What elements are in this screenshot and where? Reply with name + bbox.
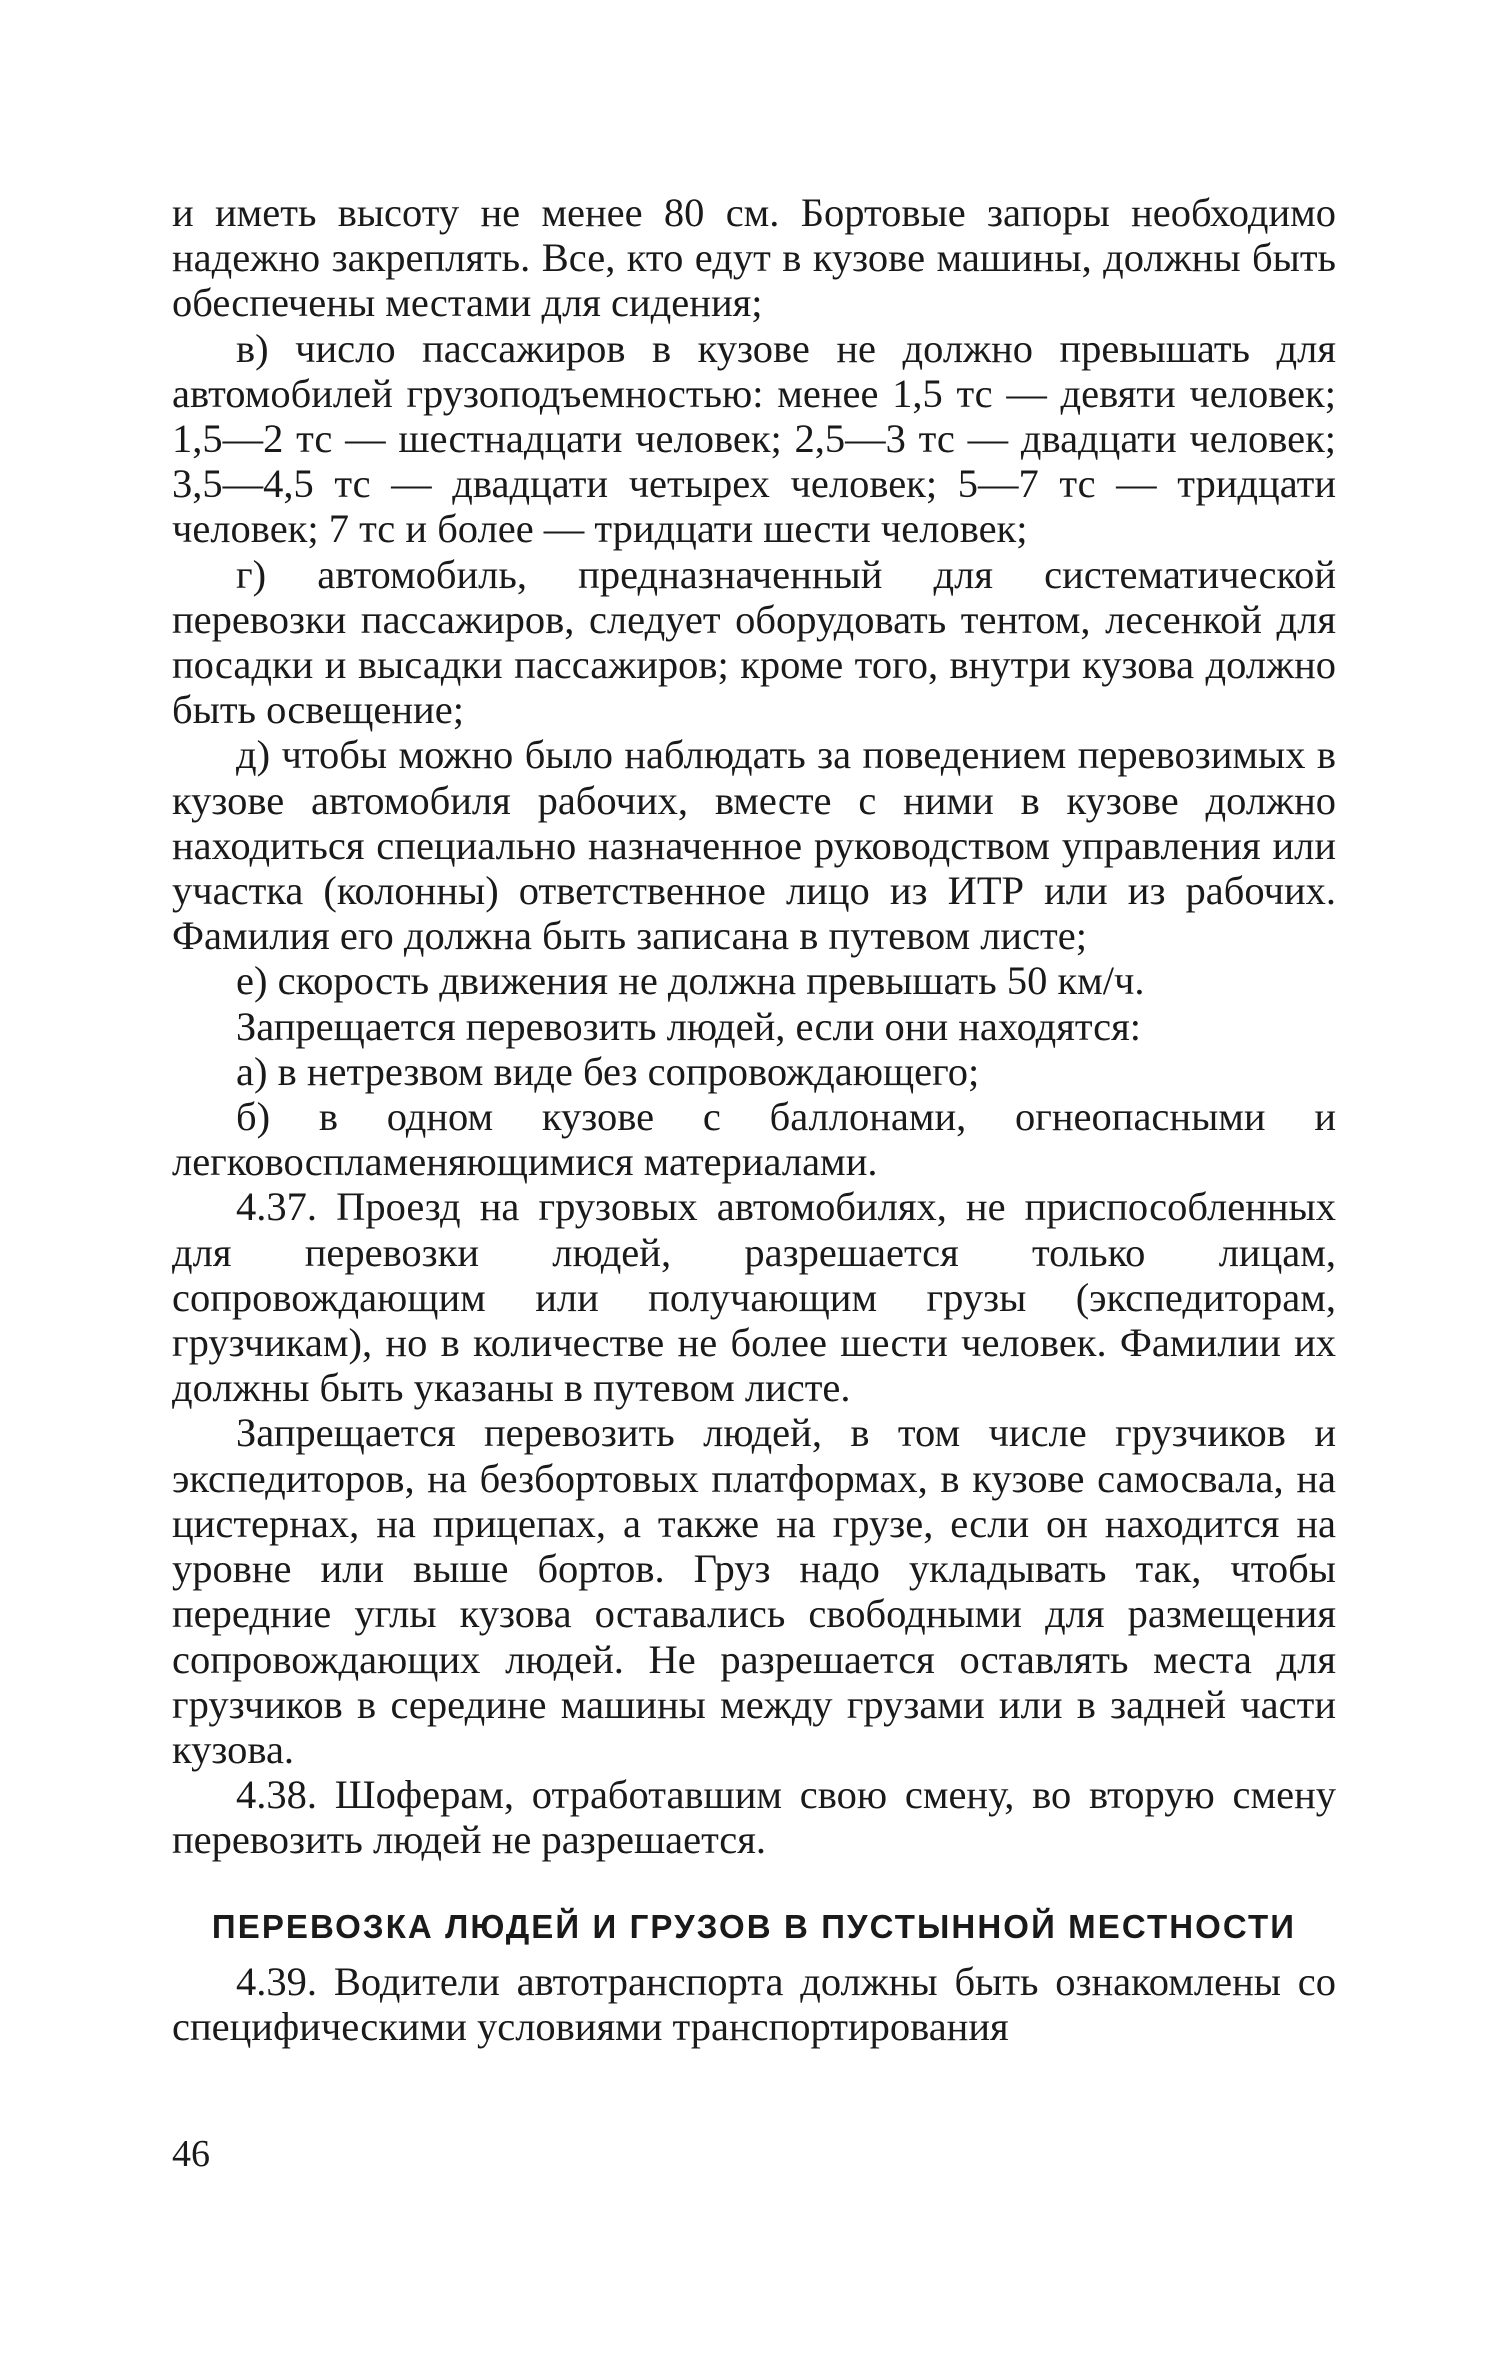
paragraph-platform-rules: Запрещается перевозить людей, в том числе грузчиков и экспедиторов, на безбортовых платформах, в кузове самосвала, на цистернах, на прицепах, а также на грузе, если он находится на уровне или выше бортов. Груз надо укладывать так, чтобы передние углы кузова оставались свободными для размещения сопровождающих людей. Не разрешается оставлять места для грузчиков в середине машины между грузами или в задней части кузова. — [172, 1410, 1336, 1772]
section-heading: ПЕРЕВОЗКА ЛЮДЕЙ И ГРУЗОВ В ПУСТЫННОЙ МЕСТНОСТИ — [211, 1907, 1297, 1945]
paragraph-1: и иметь высоту не менее 80 см. Бортовые запоры необходимо надежно закреплять. Все, кто едут в кузове машины, должны быть обеспечены местами для сидения; — [172, 190, 1336, 326]
paragraph-4-38: 4.38. Шоферам, отработавшим свою смену, во вторую смену перевозить людей не разрешается. — [172, 1772, 1336, 1863]
document-page — [172, 190, 1336, 2049]
paragraph-4-37: 4.37. Проезд на грузовых автомобилях, не приспособленных для перевозки людей, разрешается только лицам, сопровождающим или получающим грузы (экспедиторам, грузчикам), но в количестве не более шести человек. Фамилии их должны быть указаны в путевом листе. — [172, 1184, 1336, 1411]
paragraph-supervision: д) чтобы можно было наблюдать за поведением перевозимых в кузове автомобиля рабочих, вместе с ними в кузове должно находиться специально назначенное руководством управления или участка (колонны) ответственное лицо из ИТР или из рабочих. Фамилия его должна быть записана в путевом листе; — [172, 732, 1336, 959]
paragraph-prohibition-b: б) в одном кузове с баллонами, огнеопасными и легковоспламеняющимися материалами. — [172, 1094, 1336, 1185]
paragraph-equipment: г) автомобиль, предназначенный для систематической перевозки пассажиров, следует оборудовать тентом, лесенкой для посадки и высадки пассажиров; кроме того, внутри кузова должно быть освещение; — [172, 551, 1336, 733]
paragraph-speed: е) скорость движения не должна превышать 50 км/ч. — [236, 958, 1145, 1004]
page-number: 46 — [172, 2133, 210, 2175]
paragraph-prohibition-a: а) в нетрезвом виде без сопровождающего; — [236, 1048, 980, 1094]
paragraph-passenger-limits: в) число пассажиров в кузове не должно превышать для автомобилей грузоподъемностью: менее 1,5 тс — девяти человек; 1,5—2 тс — шестнадцати человек; 2,5—3 тс — двадцати человек; 3,5—4,5 тс — двадцати четырех человек; 5—7 тс — тридцати человек; 7 тс и более — тридцати шести человек; — [172, 325, 1336, 552]
paragraph-prohibition: Запрещается перевозить людей, если они находятся: — [236, 1003, 1141, 1049]
paragraph-4-39: 4.39. Водители автотранспорта должны быть ознакомлены со специфическими условиями транспортирования — [172, 1958, 1336, 2049]
